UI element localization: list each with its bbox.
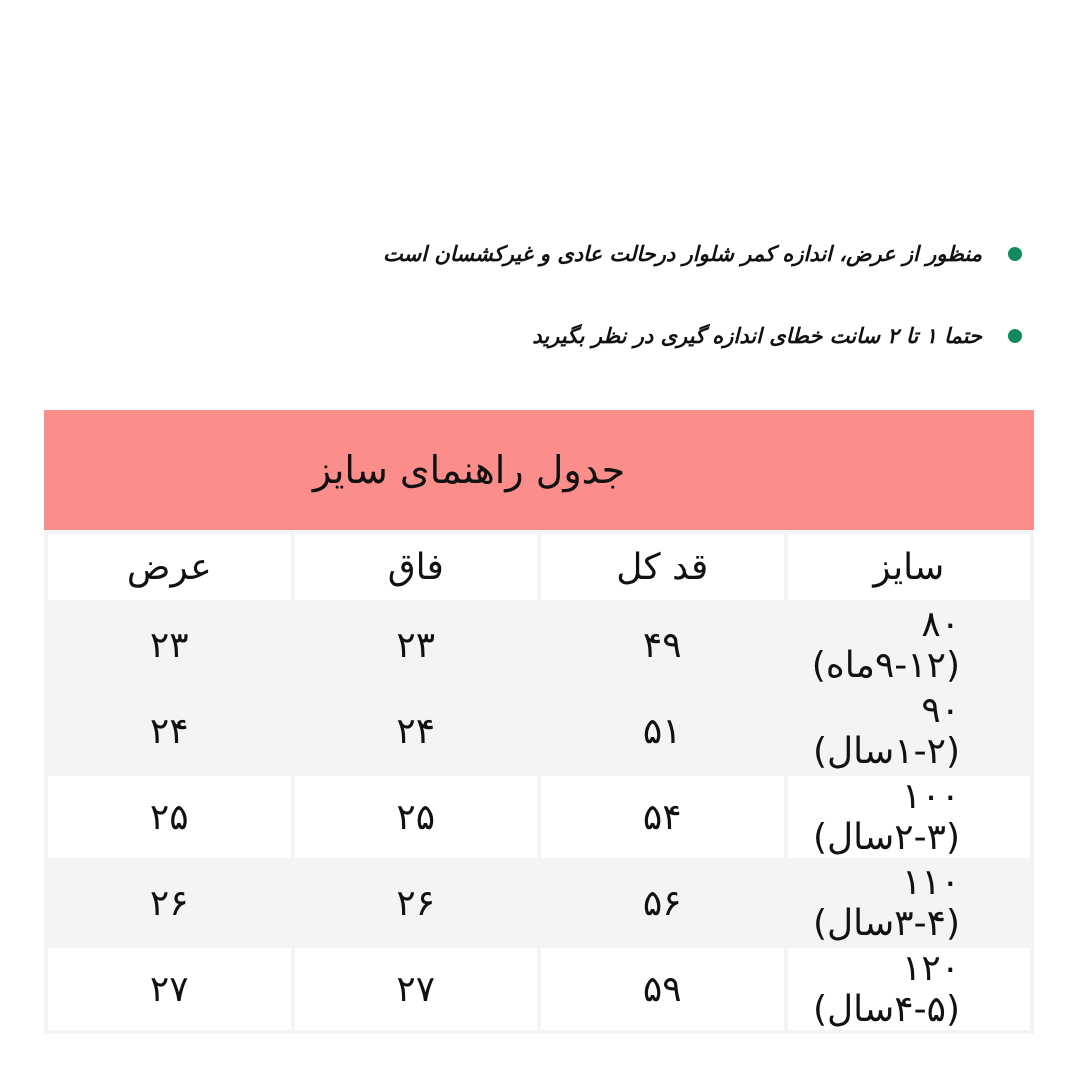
table-row xyxy=(48,862,1030,944)
cell-rise: ۲۳ xyxy=(295,604,538,686)
cell-width: ۲۶ xyxy=(48,862,291,944)
header-width: عرض xyxy=(48,534,291,600)
cell-width: ۲۵ xyxy=(48,776,291,858)
cell-total-length: ۵۴ xyxy=(541,776,784,858)
note-text: حتما ۱ تا ۲ سانت خطای اندازه گیری در نظر بگیرید xyxy=(532,324,982,348)
cell-size: ۱۰۰ (۲-۳سال) xyxy=(788,776,1031,858)
bullet-dot-icon xyxy=(1008,247,1022,261)
cell-rise: ۲۴ xyxy=(295,690,538,772)
bullet-dot-icon xyxy=(1008,329,1022,343)
cell-total-length: ۵۶ xyxy=(541,862,784,944)
table-row xyxy=(48,604,1030,686)
table-row xyxy=(48,776,1030,858)
header-rise: فاق xyxy=(295,534,538,600)
cell-width: ۲۴ xyxy=(48,690,291,772)
cell-total-length: ۵۹ xyxy=(541,948,784,1030)
cell-size: ۱۲۰ (۴-۵سال) xyxy=(788,948,1031,1030)
cell-rise: ۲۵ xyxy=(295,776,538,858)
size-table xyxy=(44,530,1034,1034)
cell-width: ۲۳ xyxy=(48,604,291,686)
note-text: منظور از عرض، اندازه کمر شلوار درحالت عادی و غیرکشسان است xyxy=(383,242,982,266)
table-title-bar xyxy=(44,410,1034,530)
notes-list xyxy=(322,228,1022,392)
table-row xyxy=(48,690,1030,772)
cell-total-length: ۵۱ xyxy=(541,690,784,772)
cell-rise: ۲۶ xyxy=(295,862,538,944)
note-item xyxy=(322,310,1022,362)
header-total-length: قد کل xyxy=(541,534,784,600)
cell-size: ۹۰ (۱-۲سال) xyxy=(788,690,1031,772)
table-row xyxy=(48,948,1030,1030)
cell-width: ۲۷ xyxy=(48,948,291,1030)
note-item xyxy=(322,228,1022,280)
header-size: سایز xyxy=(788,534,1031,600)
cell-size: ۱۱۰ (۳-۴سال) xyxy=(788,862,1031,944)
table-title: جدول راهنمای سایز xyxy=(312,448,626,492)
cell-rise: ۲۷ xyxy=(295,948,538,1030)
cell-size: ۸۰ (۹-۱۲ماه) xyxy=(788,604,1031,686)
size-guide-table xyxy=(44,410,1034,1034)
table-header-row xyxy=(48,534,1030,600)
cell-total-length: ۴۹ xyxy=(541,604,784,686)
